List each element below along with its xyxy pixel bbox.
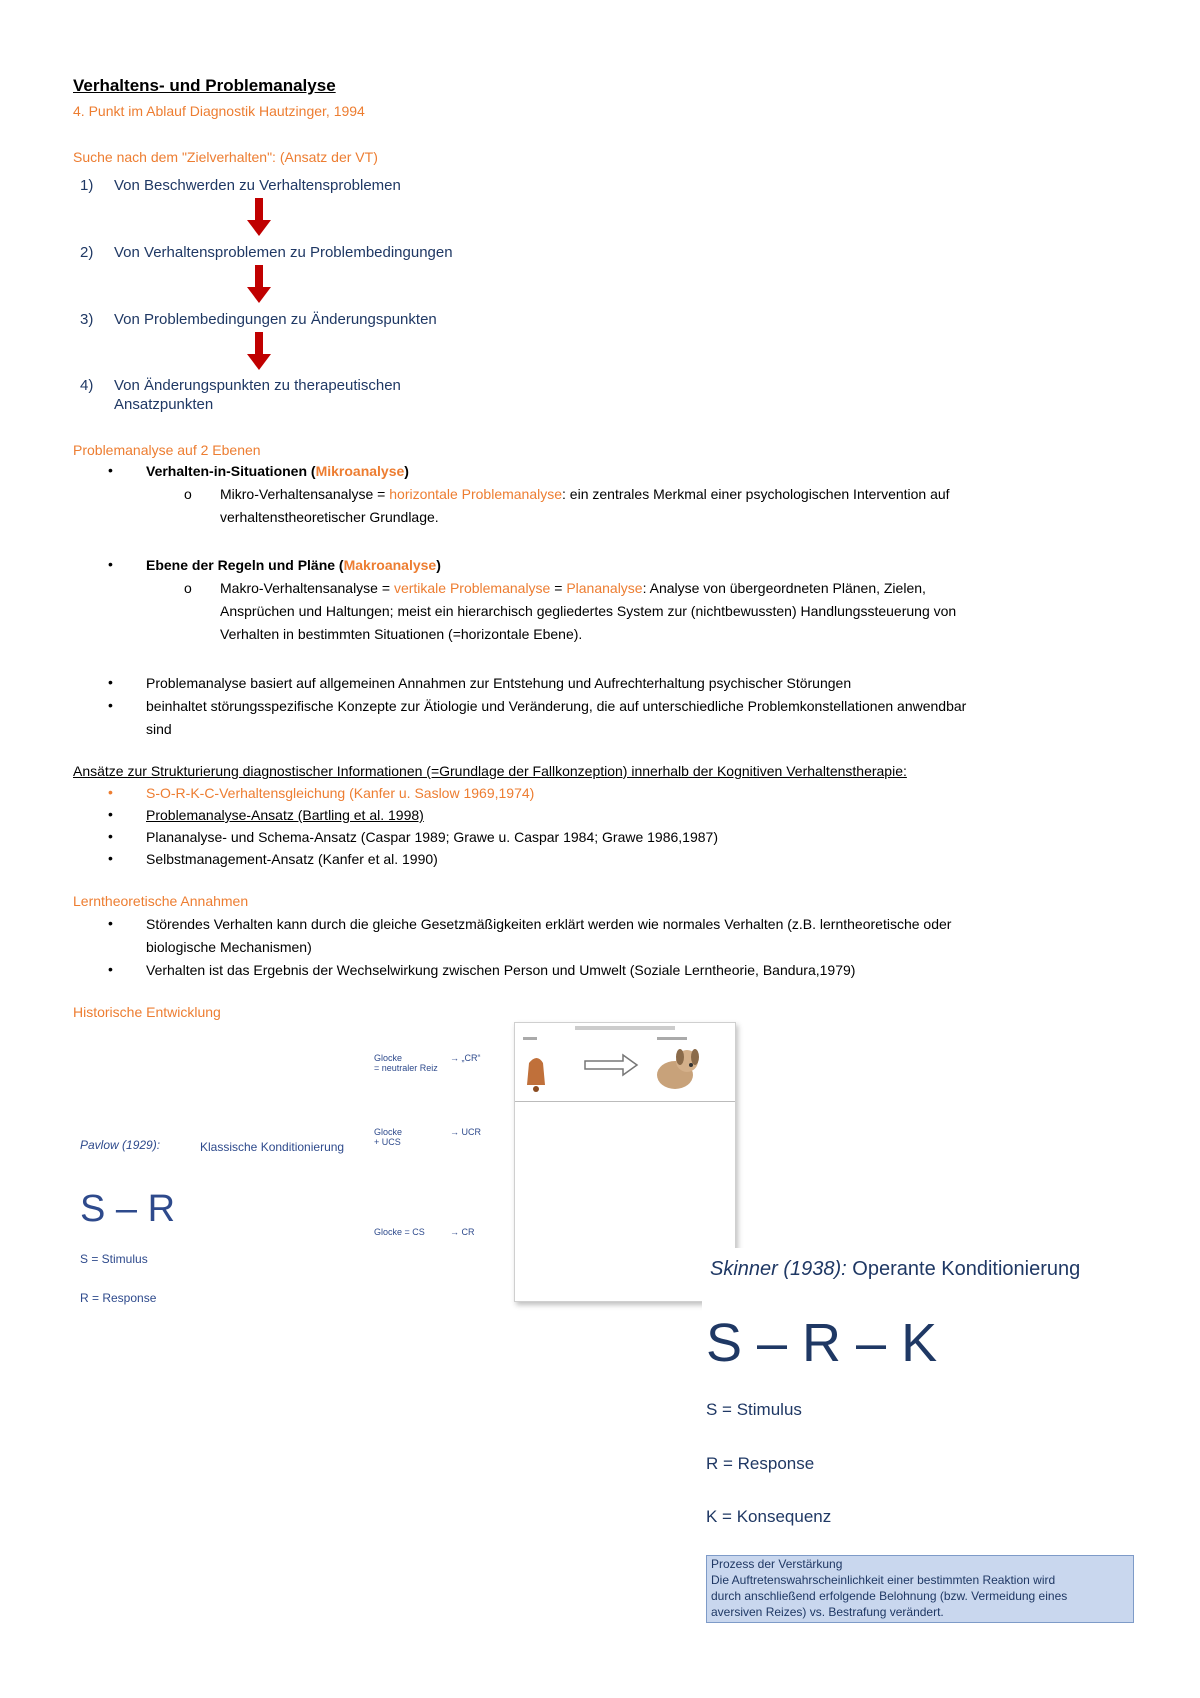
- pavlow-label: Klassische Konditionierung: [200, 1140, 345, 1154]
- circle-bullet-icon: o: [184, 580, 192, 596]
- term: horizontale Problemanalyse: [389, 486, 563, 502]
- skinner-author: Skinner (1938):: [710, 1258, 847, 1280]
- diagram-row-2: [374, 1127, 402, 1147]
- step-text: Von Verhaltensproblemen zu Problembedingungen: [114, 244, 453, 261]
- reinforcement-text: durch anschließend erfolgende Belohnung (bzw. Vermeidung eines: [711, 1589, 1068, 1603]
- level1-item: [146, 460, 409, 483]
- paren: ): [404, 463, 409, 479]
- general-bullet-2: beinhaltet störungsspezifische Konzepte zur Ätiologie und Veränderung, die auf unterschiedliche Problemkonstellationen anwendbar: [146, 698, 967, 714]
- down-arrow-icon: [247, 332, 271, 370]
- approach-3: Plananalyse- und Schema-Ansatz (Caspar 1989; Grawe u. Caspar 1984; Grawe 1986,1987): [146, 829, 718, 845]
- circle-bullet-icon: o: [184, 486, 192, 502]
- step-text: Von Beschwerden zu Verhaltensproblemen: [114, 177, 401, 194]
- bullet-icon: •: [108, 850, 113, 866]
- text: =: [550, 580, 567, 596]
- paren: (: [335, 557, 344, 573]
- history-heading: Historische Entwicklung: [73, 1004, 221, 1020]
- skinner-label: Operante Konditionierung: [846, 1258, 1081, 1280]
- level2-sub-line3: Verhalten in bestimmten Situationen (=horizontale Ebene).: [220, 626, 583, 642]
- step-3: [80, 311, 437, 328]
- term: Plananalyse: [566, 580, 643, 596]
- levels-heading: Problemanalyse auf 2 Ebenen: [73, 442, 261, 458]
- step-4-continuation: Ansatzpunkten: [114, 396, 214, 413]
- skinner-r: R = Response: [706, 1454, 815, 1473]
- down-arrow-icon: [247, 265, 271, 303]
- pavlow-formula: S – R: [80, 1188, 176, 1230]
- pavlow-s: S = Stimulus: [80, 1252, 148, 1266]
- reinforcement-text: Die Auftretenswahrscheinlichkeit einer bestimmten Reaktion wird: [711, 1573, 1056, 1587]
- diagram-row-3: Glocke = CS: [374, 1227, 425, 1237]
- approach-1: S-O-R-K-C-Verhaltensgleichung (Kanfer u. Saslow 1969,1974): [146, 785, 535, 801]
- skinner-s: S = Stimulus: [706, 1400, 802, 1419]
- step-1: [80, 177, 401, 194]
- diagram-text: + UCS: [374, 1137, 401, 1147]
- page-title: Verhaltens- und Problemanalyse: [73, 76, 336, 95]
- level1-term: Mikroanalyse: [315, 463, 405, 479]
- bell-dog-illustration: [515, 1023, 735, 1101]
- level1-sub: [220, 483, 950, 506]
- skinner-k: K = Konsequenz: [706, 1507, 832, 1526]
- diagram-arrow-2: → UCR: [450, 1127, 481, 1137]
- general-bullet-2-cont: sind: [146, 721, 172, 737]
- text: : Analyse von übergeordneten Plänen, Zielen,: [642, 580, 926, 596]
- text: : ein zentrales Merkmal einer psychologischen Intervention auf: [562, 486, 950, 502]
- step-number: 4): [80, 377, 94, 394]
- level2-item: [146, 554, 441, 577]
- skinner-formula: S – R – K: [706, 1313, 938, 1373]
- step-text: Von Problembedingungen zu Änderungspunkten: [114, 311, 437, 328]
- step-text: Von Änderungspunkten zu therapeutischen: [114, 377, 401, 394]
- step-number: 1): [80, 177, 94, 194]
- bullet-icon: •: [108, 674, 113, 690]
- bullet-icon: •: [108, 784, 113, 800]
- paren: (: [307, 463, 316, 479]
- level2-title: Ebene der Regeln und Pläne: [146, 557, 336, 573]
- down-arrow-icon: [247, 198, 271, 236]
- approaches-heading: Ansätze zur Strukturierung diagnostischer Informationen (=Grundlage der Fallkonzeption) innerhalb der Kognitiven Verhaltenstherapie:: [73, 763, 907, 779]
- subtitle: 4. Punkt im Ablauf Diagnostik Hautzinger, 1994: [73, 103, 365, 119]
- text: Makro-Verhaltensanalyse =: [220, 580, 394, 596]
- learning-heading: Lerntheoretische Annahmen: [73, 893, 249, 909]
- level2-term: Makroanalyse: [343, 557, 437, 573]
- reinforcement-title: Prozess der Verstärkung: [711, 1557, 843, 1571]
- diagram-text: = neutraler Reiz: [374, 1063, 438, 1073]
- learning-bullet-1: Störendes Verhalten kann durch die gleiche Gesetzmäßigkeiten erklärt werden wie normales Verhalten (z.B. lerntheoretische oder: [146, 916, 952, 932]
- reinforcement-text: aversiven Reizes) vs. Bestrafung verändert.: [711, 1605, 944, 1619]
- approach-4: Selbstmanagement-Ansatz (Kanfer et al. 1990): [146, 851, 438, 867]
- diagram-row-1: [374, 1053, 438, 1073]
- level2-sub-line2: Ansprüchen und Haltungen; meist ein hierarchisch gegliedertes System zur (nichtbewussten) Handlungssteuerung von: [220, 603, 957, 619]
- diagram-text: Glocke: [374, 1127, 403, 1137]
- step-number: 2): [80, 244, 94, 261]
- pavlow-author: Pavlow (1929):: [80, 1138, 161, 1152]
- reinforcement-box: [706, 1555, 1134, 1623]
- bullet-icon: •: [108, 697, 113, 713]
- diagram-arrow-3: → CR: [450, 1227, 475, 1237]
- bullet-icon: •: [108, 462, 113, 478]
- image-panel: [515, 1023, 735, 1102]
- bullet-icon: •: [108, 556, 113, 572]
- pavlow-r: R = Response: [80, 1291, 157, 1305]
- bullet-icon: •: [108, 915, 113, 931]
- step-number: 3): [80, 311, 94, 328]
- diagram-text: Glocke: [374, 1053, 403, 1063]
- step-2: [80, 244, 453, 261]
- level2-sub: [220, 577, 926, 600]
- paren: ): [436, 557, 441, 573]
- bullet-icon: •: [108, 961, 113, 977]
- approach-2: Problemanalyse-Ansatz (Bartling et al. 1998): [146, 807, 424, 823]
- diagram-arrow-1: → „CR“: [450, 1053, 481, 1063]
- learning-bullet-2: Verhalten ist das Ergebnis der Wechselwirkung zwischen Person und Umwelt (Soziale Lerntheorie, Bandura,1979): [146, 962, 856, 978]
- bullet-icon: •: [108, 806, 113, 822]
- step-4: [80, 377, 401, 394]
- level1-title: Verhalten-in-Situationen: [146, 463, 308, 479]
- skinner-heading: [710, 1258, 1080, 1281]
- learning-bullet-1-cont: biologische Mechanismen): [146, 939, 312, 955]
- bullet-icon: •: [108, 828, 113, 844]
- text: Mikro-Verhaltensanalyse =: [220, 486, 390, 502]
- general-bullet-1: Problemanalyse basiert auf allgemeinen Annahmen zur Entstehung und Aufrechterhaltung psychischer Störungen: [146, 675, 852, 691]
- term: vertikale Problemanalyse: [393, 580, 551, 596]
- search-heading: Suche nach dem "Zielverhalten": (Ansatz der VT): [73, 149, 378, 165]
- level1-sub-line2: verhaltenstheoretischer Grundlage.: [220, 509, 439, 525]
